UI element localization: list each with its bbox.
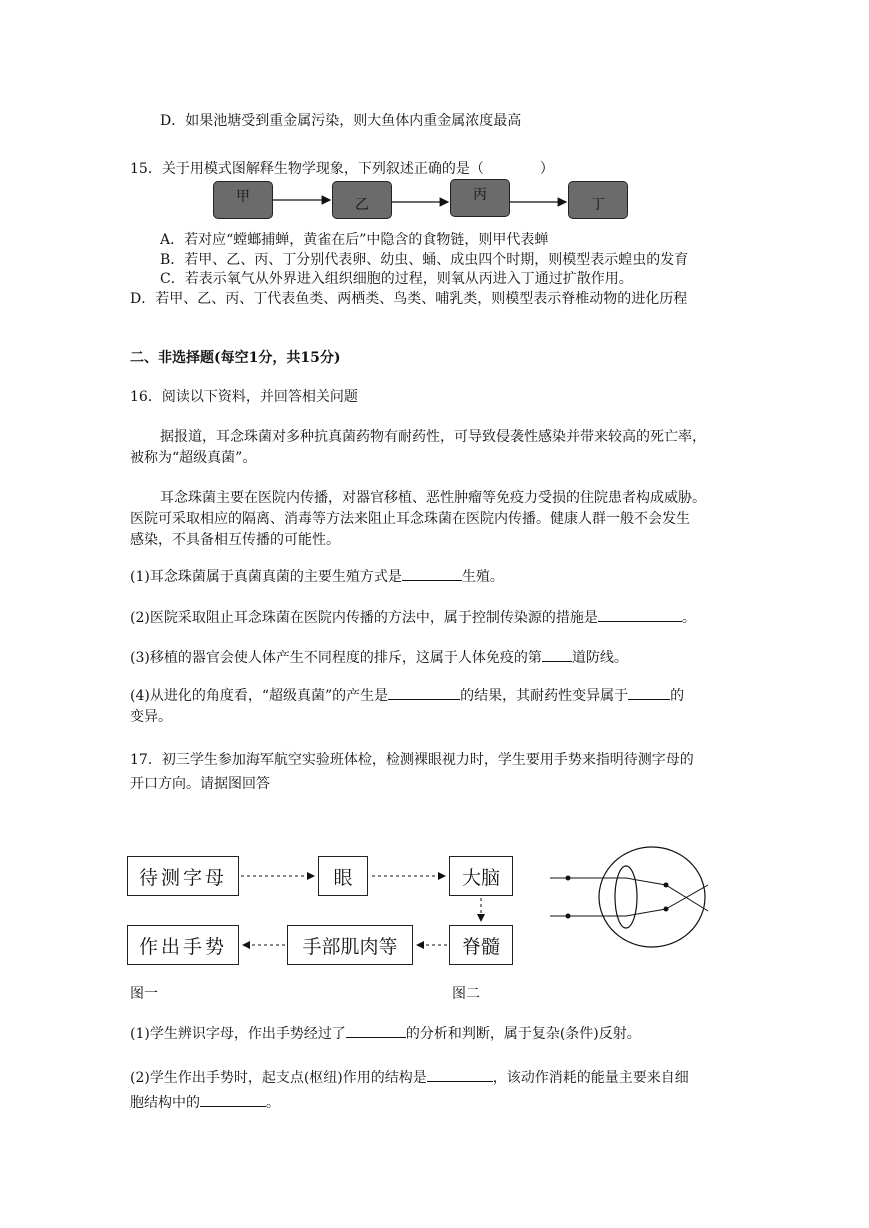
model-box-ding: 丁 [568,181,628,219]
q17-sub2 [130,1067,689,1087]
section-title: 二、非选择题(每空1分，共15分) [130,350,341,366]
q17-stem-line1: 17．初三学生参加海军航空实验班体检，检测裸眼视力时，学生要用手势来指明待测字母的 [130,752,694,768]
answer-blank[interactable] [427,1067,493,1082]
q16-para1-line1: 据报道，耳念珠菌对多种抗真菌药物有耐药性，可导致侵袭性感染并带来较高的死亡率， [160,429,706,445]
box-gesture: 作出手势 [127,925,239,965]
box-brain: 大脑 [449,856,513,896]
q16-para2-line1: 耳念珠菌主要在医院内传播，对器官移植、恶性肿瘤等免疫力受损的住院患者构成威胁。 [160,490,706,506]
q16-sub3-text-b: 道防线。 [571,650,628,666]
q17-stem-line2: 开口方向。请据图回答 [130,776,270,792]
lens-shape [615,866,637,928]
q16-sub4-text-a: (4)从进化的角度看，“超级真菌”的产生是 [130,688,389,704]
q16-stem: 16．阅读以下资料，并回答相关问题 [130,389,358,405]
figure-one-label: 图一 [130,986,158,1002]
q15-option-d: D．若甲、乙、丙、丁代表鱼类、两栖类、鸟类、哺乳类，则模型表示脊椎动物的进化历程 [130,291,688,307]
q17-sub2-text-b: ，该动作消耗的能量主要来自细 [492,1070,689,1086]
q16-sub4-text-b: 的结果，其耐药性变异属于 [460,688,629,704]
box-spinal-cord: 脊髓 [449,925,513,965]
q17-sub2-text-d: 。 [266,1095,280,1111]
q17-sub2-text-a: (2)学生作出手势时，起支点(枢纽)作用的结构是 [130,1070,427,1086]
q16-para2-line3: 感染，不具备相互传播的可能性。 [130,532,340,548]
q15-option-c: C．若表示氧气从外界进入组织细胞的过程，则氧从丙进入丁通过扩散作用。 [160,271,633,287]
model-box-yi: 乙 [332,181,392,219]
q16-para1-line2: 被称为“超级真菌”。 [130,450,257,466]
answer-blank[interactable] [200,1092,266,1107]
q17-sub2-line2 [130,1092,280,1112]
q17-sub1-text-b: 的分析和判断，属于复杂(条件)反射。 [405,1026,641,1042]
q15-option-b: B．若甲、乙、丙、丁分别代表卵、幼虫、蛹、成虫四个时期，则模型表示蝗虫的发育 [160,252,689,268]
q16-para2-line2: 医院可采取相应的隔离、消毒等方法来阻止耳念珠菌在医院内传播。健康人群一般不会发生 [130,511,690,527]
q16-sub4-text-c: 的 [670,688,685,704]
model-box-jia: 甲 [213,181,273,219]
q16-sub2-text-a: (2)医院采取阻止耳念珠菌在医院内传播的方法中，属于控制传染源的措施是 [130,610,598,626]
q16-sub2-text-b: 。 [681,610,696,626]
q17-sub1 [130,1023,641,1043]
q15-stem: 15．关于用模式图解释生物学现象，下列叙述正确的是（ ） [130,161,554,177]
figure-two-label: 图二 [452,986,480,1002]
q15-option-a: A．若对应“螳螂捕蝉，黄雀在后”中隐含的食物链，则甲代表蝉 [160,232,549,248]
q17-sub1-text-a: (1)学生辨识字母，作出手势经过了 [130,1026,346,1042]
box-eye: 眼 [318,856,368,896]
box-hand-muscles: 手部肌肉等 [287,925,413,965]
q16-sub1-text-a: (1)耳念珠菌属于真菌真菌的主要生殖方式是 [130,569,402,585]
q14-option-d: D．如果池塘受到重金属污染，则大鱼体内重金属浓度最高 [160,113,522,129]
answer-blank[interactable] [346,1023,406,1038]
box-letters: 待测字母 [127,856,239,896]
model-box-bing: 丙 [450,179,510,217]
q16-sub4-line2: 变异。 [130,709,172,725]
q16-sub1-text-b: 生殖。 [461,569,504,585]
eye-diagram-figure [540,845,720,955]
q16-sub3-text-a: (3)移植的器官会使人体产生不同程度的排斥，这属于人体免疫的第 [130,650,542,666]
q17-sub2-text-c: 胞结构中的 [130,1095,200,1111]
